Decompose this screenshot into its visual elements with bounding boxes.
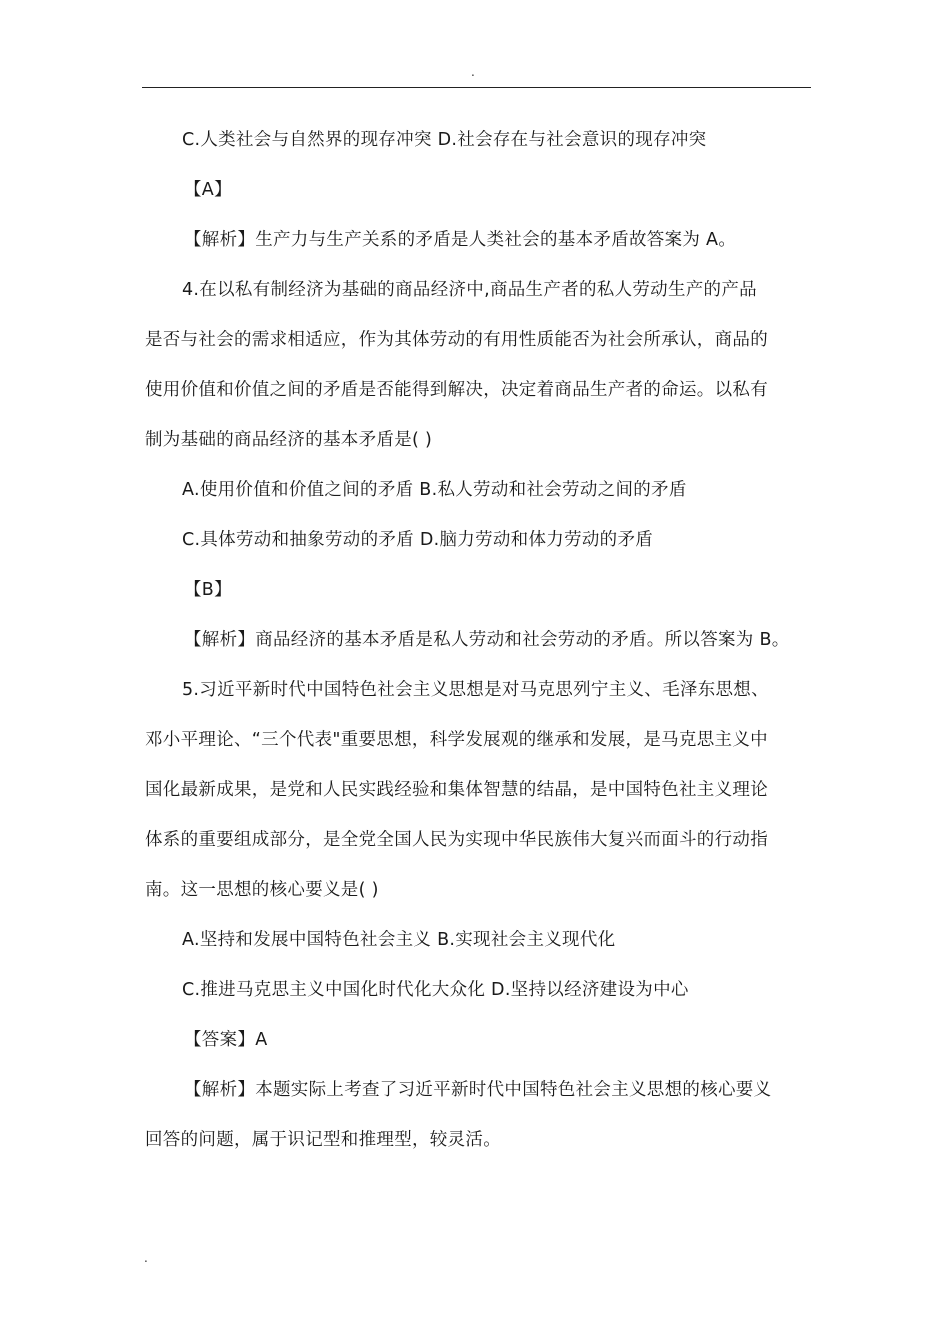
analysis-line-3: 【解析】生产力与生产关系的矛盾是人类社会的基本矛盾故答案为 A。 [184,230,737,250]
answer-line-3: 【A】 [184,180,232,200]
option-line-5a-5b: A.坚持和发展中国特色社会主义 B.实现社会主义现代化 [182,930,616,950]
answer-line-5: 【答案】A [184,1030,268,1050]
question-4-line-1: 4.在以私有制经济为基础的商品经济中,商品生产者的私人劳动生产的产品 [182,280,757,300]
analysis-line-5-1: 【解析】本题实际上考查了习近平新时代中国特色社会主义思想的核心要义 [184,1080,772,1100]
question-5-line-2: 邓小平理论、“三个代表"重要思想，科学发展观的继承和发展，是马克思主义中 [145,730,768,750]
question-4-line-4: 制为基础的商品经济的基本矛盾是( ) [145,430,433,450]
option-line-4c-4d: C.具体劳动和抽象劳动的矛盾 D.脑力劳动和体力劳动的矛盾 [182,530,654,550]
header-rule [142,87,811,88]
footer-mark: . [144,1251,148,1265]
question-5-line-5: 南。这一思想的核心要义是( ) [145,880,379,900]
header-mark: . [471,65,475,79]
question-5-line-1: 5.习近平新时代中国特色社会主义思想是对马克思列宁主义、毛泽东思想、 [182,680,769,700]
option-line-3c-3d: C.人类社会与自然界的现存冲突 D.社会存在与社会意识的现存冲突 [182,130,707,150]
answer-line-4: 【B】 [184,580,232,600]
option-line-4a-4b: A.使用价值和价值之间的矛盾 B.私人劳动和社会劳动之间的矛盾 [182,480,687,500]
option-line-5c-5d: C.推进马克思主义中国化时代化大众化 D.坚持以经济建设为中心 [182,980,689,1000]
question-5-line-3: 国化最新成果，是党和人民实践经验和集体智慧的结晶，是中国特色社主义理论 [145,780,768,800]
question-4-line-3: 使用价值和价值之间的矛盾是否能得到解决，决定着商品生产者的命运。以私有 [145,380,768,400]
question-5-line-4: 体系的重要组成部分，是全党全国人民为实现中华民族伟大复兴而面斗的行动指 [145,830,768,850]
analysis-line-5-2: 回答的问题，属于识记型和推理型，较灵活。 [145,1130,501,1150]
question-4-line-2: 是否与社会的需求相适应，作为其体劳动的有用性质能否为社会所承认，商品的 [145,330,768,350]
analysis-line-4: 【解析】商品经济的基本矛盾是私人劳动和社会劳动的矛盾。所以答案为 B。 [184,630,790,650]
